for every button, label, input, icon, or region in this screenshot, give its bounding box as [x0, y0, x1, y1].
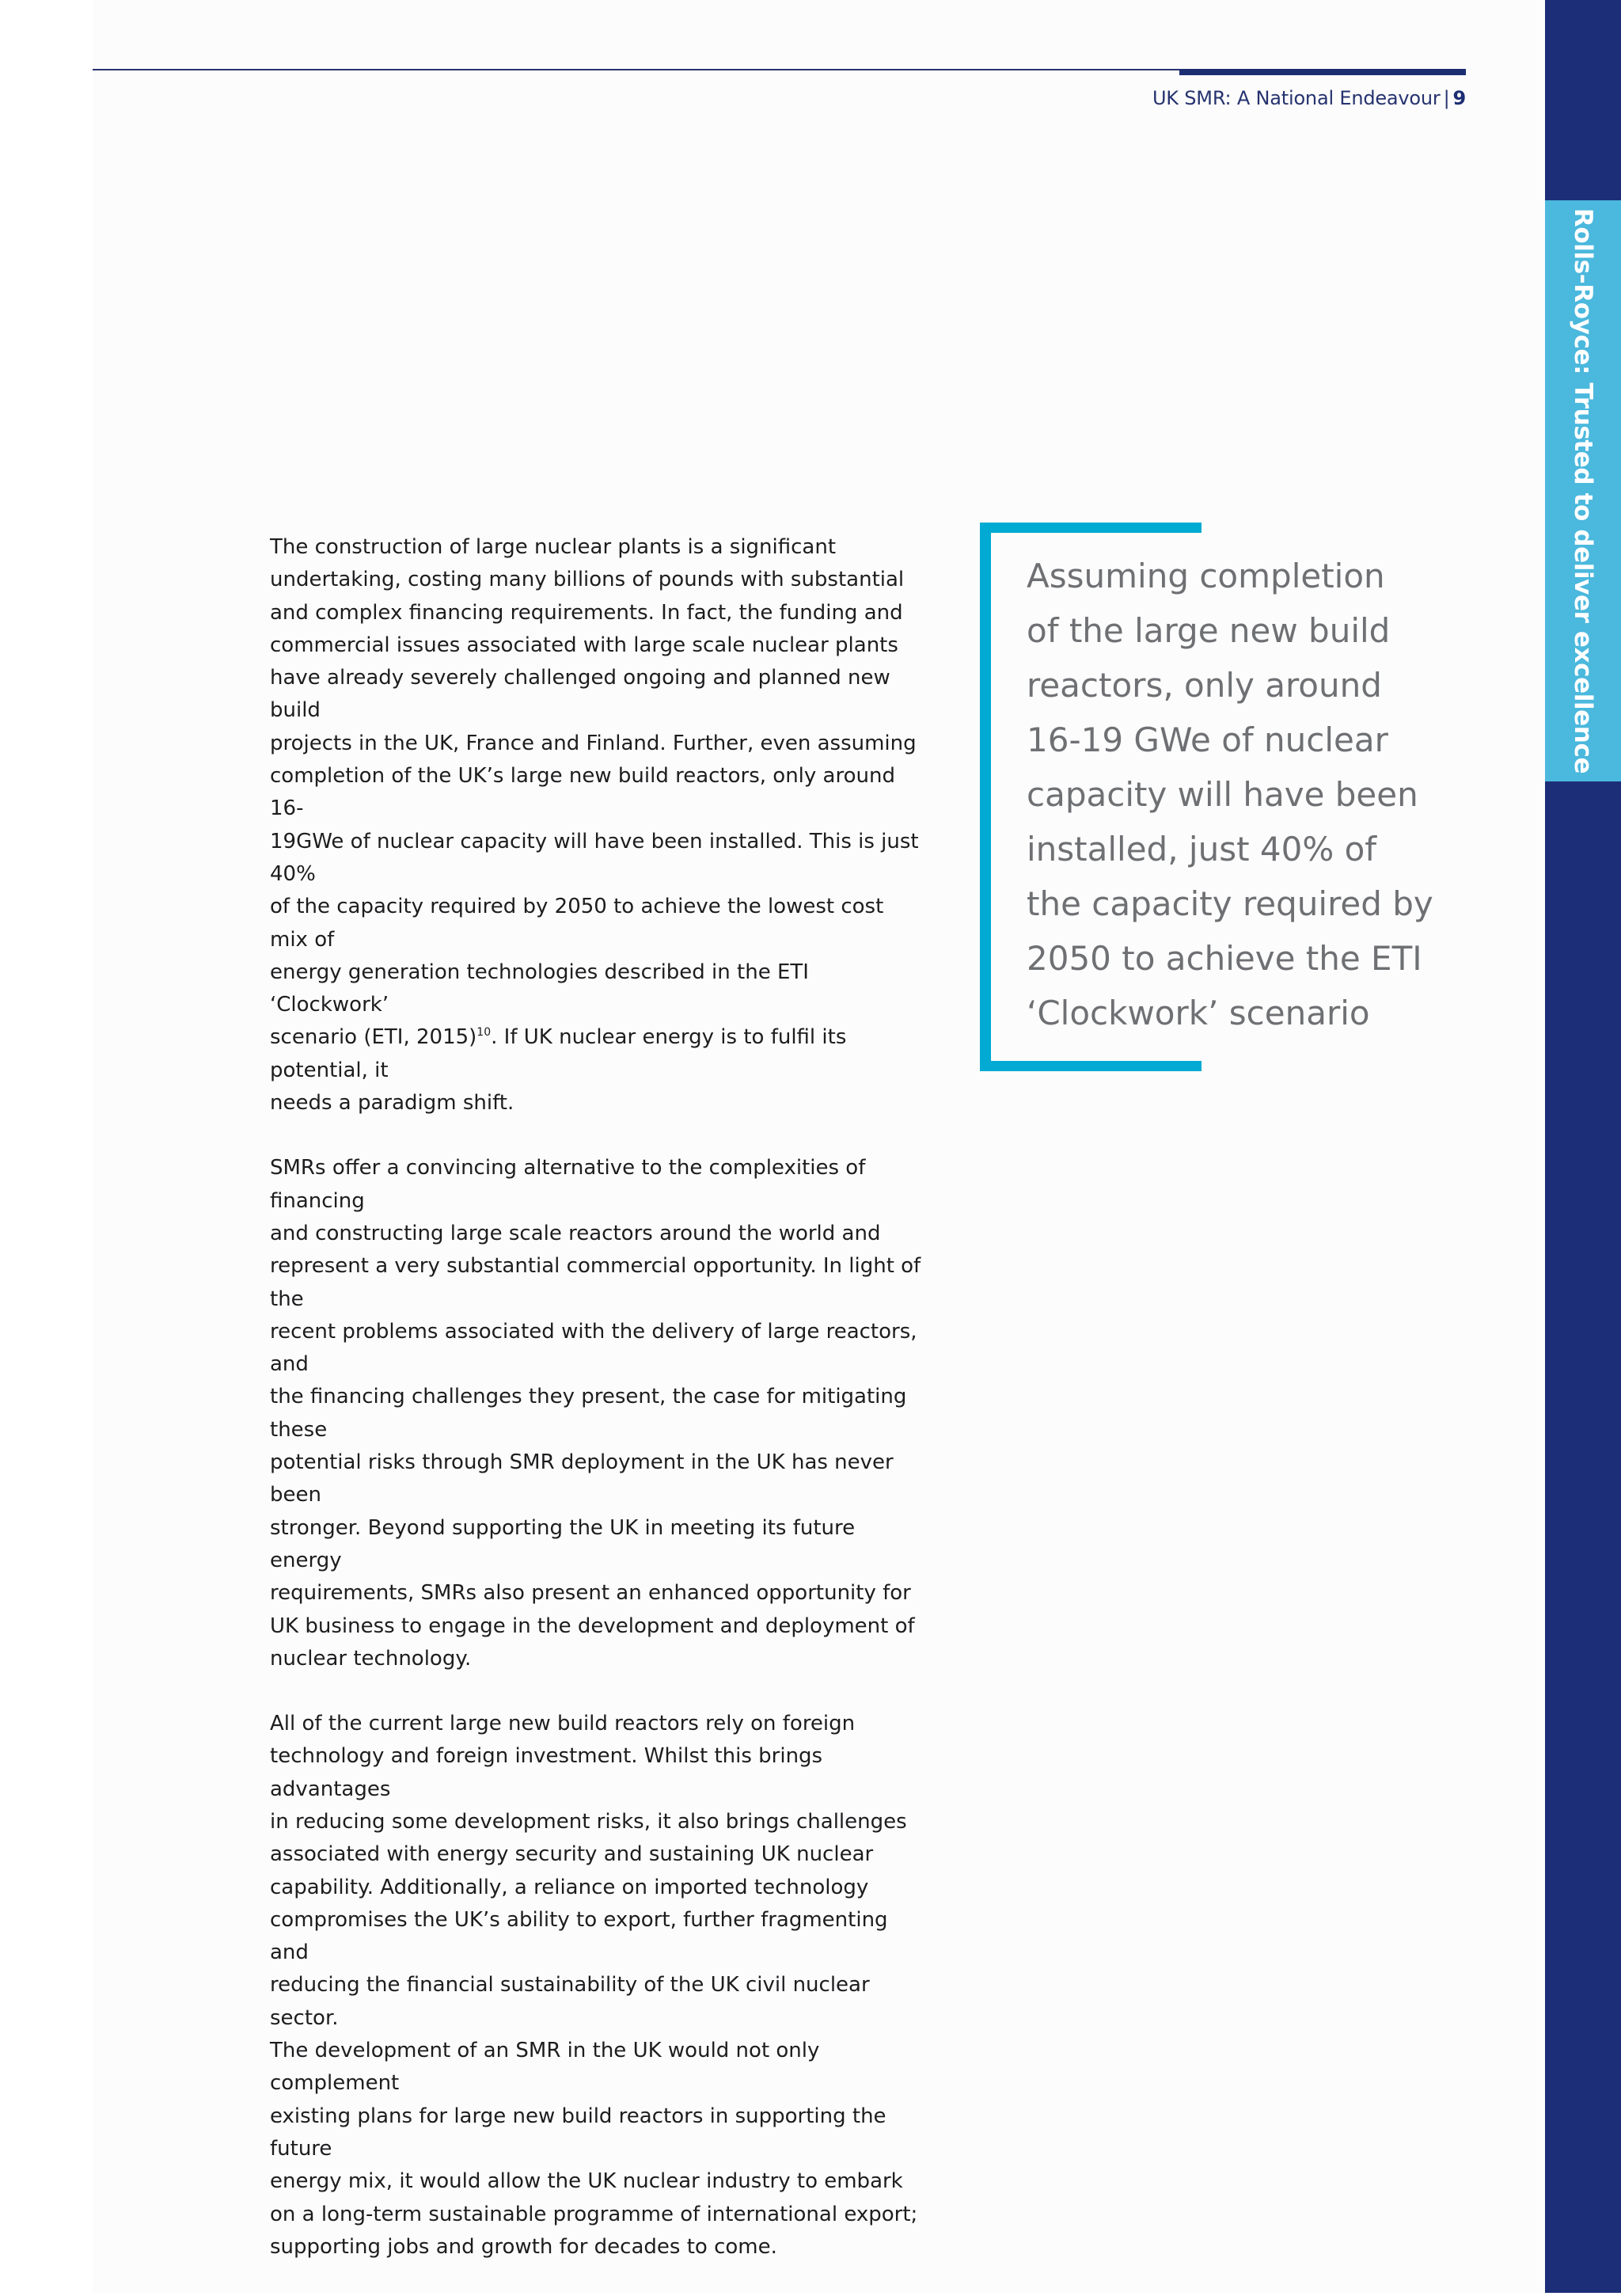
bracket-left-bar — [980, 523, 991, 1071]
section-tab-label: Rolls-Royce: Trusted to deliver excellence — [1569, 207, 1597, 774]
paragraph: SMRs offer a convincing alternative to the complexities of financing and constructing large scale reactors around the world and represent a very substantial commercial opportunity. In light of the recent problems associated with the delivery of large reactors, and the financing challenges they present, the case for mitigating these potential risks through SMR deployment in the UK has never been stronger. Beyond supporting the UK in meeting its future energy requirements, SMRs also present an enhanced opportunity for UK business to engage in the development and deployment of nuclear technology. — [270, 1156, 921, 1671]
header-rule-accent — [1179, 69, 1466, 75]
paragraph-text: . If UK nuclear energy is to fulfil its potential, it needs a paradigm shift. — [270, 1025, 847, 1116]
paragraph-text: The construction of large nuclear plants is a significant undertaking, costing many billions of pounds with substantial and complex financing requirements. In fact, the funding and commercial issues associated with large scale nuclear plants have already severely challenged ongoing and planned new build projects in the UK, France and Finland. Further, even assuming completion of the UK’s large new build reactors, only around 16- 19GWe of nuclear capacity will have been installed. This is just 40% of the capacity required by 2050 to achieve the lowest cost mix of energy generation technologies described in the ETI ‘Clockwork’ scenario (ETI, 2015) — [270, 535, 919, 1050]
paragraph: All of the current large new build reactors rely on foreign technology and foreign investment. Whilst this brings advantages in reducing some development risks, it also brings challenges associated with energy security and sustaining UK nuclear capability. Additionally, a reliance on imported technology compromises the UK’s ability to export, further fragmenting and reducing the financial sustainability of the UK civil nuclear sector. The development of an SMR in the UK would not only complement existing plans for large new build reactors in supporting the future energy mix, it would allow the UK nuclear industry to embark on a long-term sustainable programme of international export; supporting jobs and growth for decades to come. — [270, 1712, 918, 2259]
bracket-bottom-bar — [980, 1061, 1202, 1071]
footnote-reference: 10 — [476, 1026, 492, 1040]
paragraph — [270, 531, 927, 1119]
body-column — [270, 531, 927, 2296]
header-separator: | — [1443, 87, 1450, 109]
document-title: UK SMR: A National Endeavour — [1152, 87, 1441, 109]
bracket-top-bar — [980, 523, 1202, 533]
page-number: 9 — [1452, 87, 1466, 109]
running-header — [1152, 87, 1466, 109]
section-tab — [1545, 200, 1621, 781]
pull-quote: Assuming completion of the large new build reactors, only around 16-19 GWe of nuclear capacity will have been installed, just 40% of the capacity required by 2050 to achieve the ETI ‘Clockwork’ scenario — [1027, 557, 1433, 1032]
